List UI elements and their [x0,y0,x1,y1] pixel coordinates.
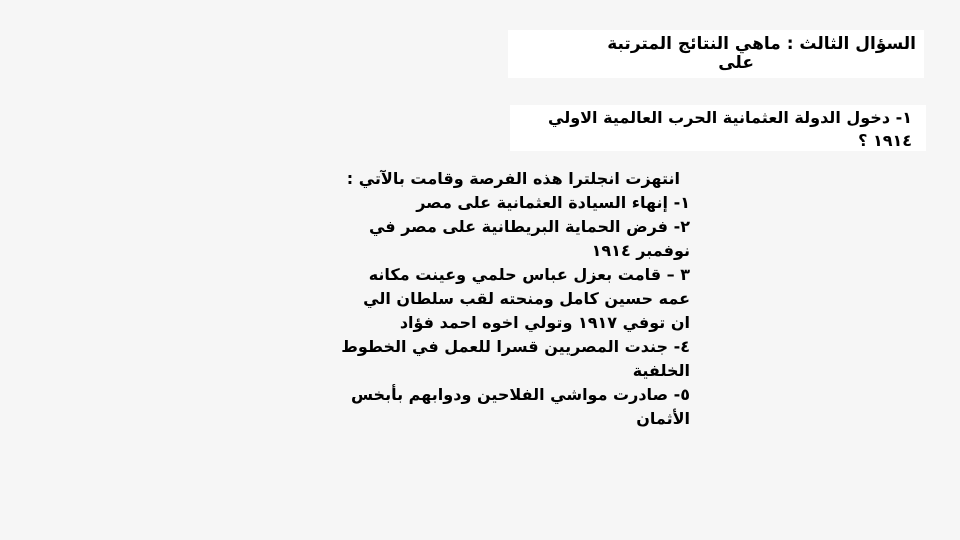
answer-line: ١- إنهاء السيادة العثمانية على مصر [416,193,690,212]
answer-line: ٤- جندت المصريين قسرا للعمل في الخطوط [341,337,690,356]
question-heading [510,105,926,151]
title-line-1: السؤال الثالث : ماهي النتائج المترتبة [607,34,916,54]
answer-line: ٣ – قامت بعزل عباس حلمي وعينت مكانه [368,265,690,284]
title-line-2: على [718,53,754,73]
answer-line: نوفمبر ١٩١٤ [591,241,690,260]
answer-line: ٥- صادرت مواشي الفلاحين ودوابهم بأبخس [350,385,690,404]
slide-title [508,30,924,78]
question-line-1: ١- دخول الدولة العثمانية الحرب العالمية الاولي [548,108,912,127]
answer-line: الأثمان [636,409,690,428]
answer-intro: انتهزت انجلترا هذه الفرصة وقامت بالآتي : [346,169,680,188]
question-line-2: ١٩١٤ ؟ [858,131,912,150]
answer-line: عمه حسين كامل ومنحته لقب سلطان الي [363,289,690,308]
answer-line: الخلفية [632,361,690,380]
answer-line: ان توفي ١٩١٧ وتولي اخوه احمد فؤاد [399,313,690,332]
answer-line: ٢- فرض الحماية البريطانية على مصر في [368,217,690,236]
